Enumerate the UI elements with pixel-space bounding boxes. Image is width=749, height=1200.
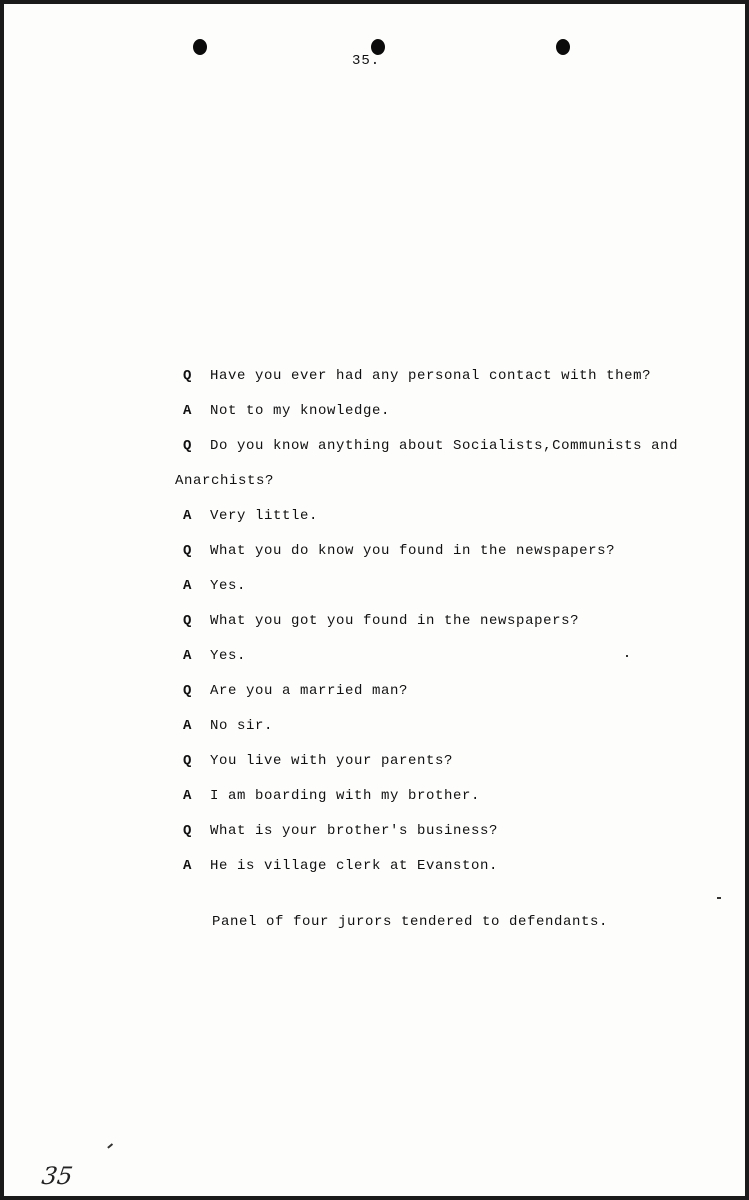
speaker-label: Q: [183, 613, 193, 629]
line-text: I am boarding with my brother.: [210, 788, 481, 804]
line-text: Have you ever had any personal contact with them?: [210, 368, 652, 384]
line-text: Anarchists?: [175, 473, 275, 489]
speaker-label: Q: [183, 823, 193, 839]
pencil-mark: [717, 897, 721, 899]
pencil-mark: [107, 1143, 113, 1148]
speaker-label: A: [183, 858, 193, 874]
line-text: Are you a married man?: [210, 683, 409, 699]
line-text: What you do know you found in the newspapers?: [210, 543, 616, 559]
binder-hole-left: [193, 39, 207, 55]
line-text: Not to my knowledge.: [210, 403, 391, 419]
closing-note: Panel of four jurors tendered to defendants.: [212, 914, 609, 930]
page-number: 35.: [352, 53, 381, 69]
line-text: Yes.: [210, 578, 247, 594]
line-text: Very little.: [210, 508, 319, 524]
handwritten-page-number: 35: [40, 1162, 75, 1190]
pencil-mark: [626, 655, 628, 657]
speaker-label: Q: [183, 753, 193, 769]
line-text: He is village clerk at Evanston.: [210, 858, 499, 874]
speaker-label: A: [183, 403, 193, 419]
binder-hole-right: [556, 39, 570, 55]
speaker-label: A: [183, 718, 193, 734]
speaker-label: A: [183, 508, 193, 524]
line-text: No sir.: [210, 718, 274, 734]
speaker-label: A: [183, 788, 193, 804]
line-text: You live with your parents?: [210, 753, 454, 769]
line-text: What is your brother's business?: [210, 823, 499, 839]
speaker-label: Q: [183, 683, 193, 699]
line-text: Do you know anything about Socialists,Communists and: [210, 438, 679, 454]
transcript-line: [147, 842, 498, 890]
speaker-label: Q: [183, 438, 193, 454]
line-text: What you got you found in the newspapers?: [210, 613, 580, 629]
speaker-label: Q: [183, 368, 193, 384]
speaker-label: A: [183, 648, 193, 664]
speaker-label: A: [183, 578, 193, 594]
speaker-label: Q: [183, 543, 193, 559]
line-text: Yes.: [210, 648, 247, 664]
